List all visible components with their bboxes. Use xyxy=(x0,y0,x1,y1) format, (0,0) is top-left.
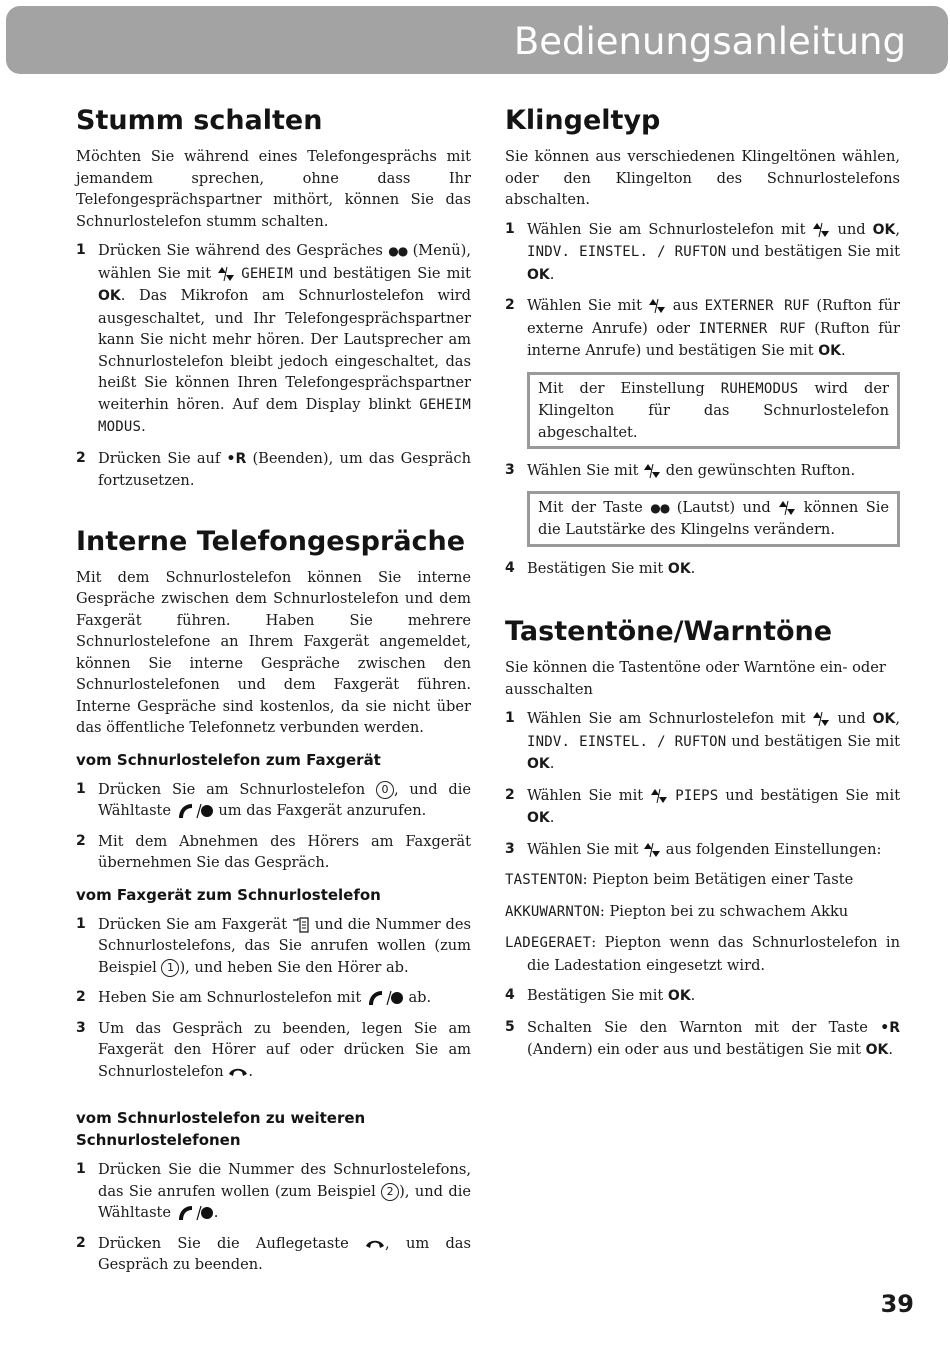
step-text: , um das Gespräch zu beenden. xyxy=(98,1234,471,1273)
ok-key: OK xyxy=(98,288,121,304)
tasten-step-2 xyxy=(505,785,900,830)
step-text: (Beenden), um das Gespräch fortzusetzen. xyxy=(98,449,471,489)
intern-sub2-step-2 xyxy=(76,987,471,1009)
display-text: RUHEMODUS xyxy=(720,380,799,397)
step-text: (Rufton für interne Anrufe) und bestätigen Sie mit xyxy=(527,319,901,359)
step-text: Drücken Sie am Schnurlostelefon xyxy=(98,780,366,798)
note-text: Mit der Taste xyxy=(538,498,643,516)
ok-key: OK xyxy=(527,266,550,283)
step-text: . xyxy=(549,265,555,283)
menu-key-icon: ●● xyxy=(388,244,408,258)
right-column xyxy=(505,100,900,1071)
note-text: Mit der Einstellung xyxy=(538,379,705,397)
setting-desc: : Piepton bei zu schwachem Akku xyxy=(599,902,849,920)
step-text: und bestätigen Sie mit xyxy=(725,786,901,804)
step-text: Bestätigen Sie mit xyxy=(527,559,664,577)
step-text: . xyxy=(690,987,696,1004)
setting-desc: : Piepton beim Betätigen einer Taste xyxy=(582,871,854,888)
step-text: Um das Gespräch zu beenden, legen Sie am Faxgerät den Hörer auf oder drücken Sie am Schnurlostelefon xyxy=(98,1019,471,1080)
step-number: 2 xyxy=(76,989,86,1005)
display-text: EXTERNER RUF xyxy=(704,298,810,314)
ok-key: OK xyxy=(667,560,691,577)
step-number: 4 xyxy=(505,987,515,1003)
header-title: Bedienungsanleitung xyxy=(513,20,906,63)
section-title-stumm: Stumm schalten xyxy=(76,105,323,136)
tasten-step-1 xyxy=(505,708,900,776)
step-text: . Das Mikrofon am Schnurlostelefon wird ausgeschaltet, und Ihr Telefongesprächspartner kann Sie nicht mehr hören. Der Lautsprecher am Schnurlostelefon bleibt jedoch eingeschaltet, das heißt Sie können Ihren Telefongesprächspartner weiterhin hören. Auf dem Display blinkt xyxy=(98,287,471,413)
menu-key-icon: ●● xyxy=(650,500,670,515)
klingel-step-1 xyxy=(505,219,900,287)
step-text: Wählen Sie am Schnurlostelefon mit xyxy=(527,220,806,238)
step-text: und xyxy=(837,710,866,727)
step-text: . xyxy=(141,418,146,435)
section-title-intern: Interne Telefongespräche xyxy=(76,525,466,557)
ok-key: OK xyxy=(865,1042,889,1058)
r-key: •R xyxy=(226,450,247,467)
intercom-key-icon xyxy=(292,916,310,934)
display-text: LADEGERAET xyxy=(505,935,592,951)
ok-key: OK xyxy=(872,221,896,238)
step-text: ), und die Wähltaste xyxy=(98,1182,471,1221)
intern-sub3-step-2 xyxy=(76,1233,471,1276)
step-text: den gewünschten Rufton. xyxy=(665,462,856,479)
step-text: . xyxy=(690,559,696,577)
klingel-step-4 xyxy=(505,558,900,581)
step-text: . xyxy=(888,1041,893,1058)
stumm-step-2 xyxy=(76,448,471,492)
nav-up-down-icon xyxy=(643,842,661,858)
subsection-title: vom Faxgerät zum Schnurlostelefon xyxy=(76,885,381,904)
hang-up-icon xyxy=(365,1237,385,1251)
step-text: Drücken Sie während des Gespräches xyxy=(98,242,383,259)
nav-up-down-icon xyxy=(648,298,666,314)
display-text: PIEPS xyxy=(675,787,719,804)
intern-sub2-step-3 xyxy=(76,1018,471,1083)
step-number: 1 xyxy=(76,915,86,932)
display-text: AKKUWARNTON xyxy=(505,903,600,920)
step-text: Schalten Sie den Warnton mit der Taste xyxy=(527,1018,868,1036)
display-text: INTERNER RUF xyxy=(698,320,806,337)
setting-desc: : Piepton wenn das Schnurlostelefon in die Ladestation eingesetzt wird. xyxy=(527,934,900,974)
step-number: 2 xyxy=(76,832,86,849)
step-number: 5 xyxy=(505,1018,515,1035)
subsection-title: vom Schnurlostelefon zum Faxgerät xyxy=(76,750,381,769)
tasten-step-4 xyxy=(505,985,900,1008)
step-text: . xyxy=(549,755,555,772)
step-text: Wählen Sie mit xyxy=(527,840,639,858)
step-number: 2 xyxy=(76,449,86,466)
note-text: können Sie die Lautstärke des Klingelns verändern. xyxy=(538,498,890,538)
step-number: 1 xyxy=(76,780,86,797)
step-number: 3 xyxy=(76,1019,86,1036)
setting-item xyxy=(505,932,900,976)
step-text: Heben Sie am Schnurlostelefon mit xyxy=(98,989,362,1006)
step-text: aus xyxy=(672,297,699,314)
dial-key-icon xyxy=(366,989,404,1007)
step-text: . xyxy=(213,1204,219,1221)
ok-key: OK xyxy=(527,810,550,826)
intern-sub3-step-1 xyxy=(76,1159,471,1224)
step-text: Wählen Sie mit xyxy=(527,786,644,804)
step-text: Drücken Sie auf xyxy=(98,449,221,467)
step-text: ab. xyxy=(408,989,432,1006)
step-text: (Andern) ein oder aus und bestätigen Sie mit xyxy=(527,1041,861,1058)
step-text: (Rufton für externe Anrufe) oder xyxy=(527,297,901,337)
intern-sub2-step-1 xyxy=(76,914,471,979)
note-box-lautstaerke xyxy=(527,491,900,547)
tasten-step-3 xyxy=(505,839,900,861)
note-text: wird der Klingelton für das Schnurlostelefon abgeschaltet. xyxy=(538,379,889,441)
section-title-tasten: Tastentöne/Warntöne xyxy=(505,616,833,647)
step-text: . xyxy=(549,809,555,826)
step-text: Drücken Sie die Auflegetaste xyxy=(98,1234,349,1252)
step-text: . xyxy=(840,342,846,359)
step-text: . xyxy=(248,1062,253,1080)
step-text: , und die Wähltaste xyxy=(98,780,471,819)
dial-key-icon xyxy=(176,1204,214,1222)
nav-up-down-icon xyxy=(643,463,661,479)
step-text: Mit dem Abnehmen des Hörers am Faxgerät übernehmen Sie das Gespräch. xyxy=(98,832,471,871)
step-text: Drücken Sie am Faxgerät xyxy=(98,915,288,933)
display-text: GEHEIM xyxy=(241,265,293,282)
klingel-step-2 xyxy=(505,295,900,363)
subsection-title: vom Schnurlostelefon zu weiteren Schnurlostelefonen xyxy=(76,1109,366,1149)
step-number: 1 xyxy=(505,710,515,726)
intern-intro: Mit dem Schnurlostelefon können Sie interne Gespräche zwischen dem Schnurlostelefon und dem Faxgerät führen. Haben Sie mehrere Schnurlostelefone an Ihrem Faxgerät angemeldet, können Sie interne Gespräche zwischen den Schnurlostelefonen und dem Faxgerät führen. Interne Gespräche sind kostenlos, da sie nicht über das öffentliche Telefonnetz verbunden werden. xyxy=(76,568,471,736)
step-number: 3 xyxy=(505,462,515,478)
note-text: (Lautst) und xyxy=(676,498,771,516)
nav-up-down-icon xyxy=(812,222,830,238)
display-text: GEHEIM MODUS xyxy=(98,396,471,435)
nav-up-down-icon xyxy=(650,788,668,804)
step-number: 2 xyxy=(76,1234,86,1251)
step-text: Wählen Sie am Schnurlostelefon mit xyxy=(527,710,806,727)
step-text: und bestätigen Sie mit xyxy=(299,264,471,282)
step-text: Wählen Sie mit xyxy=(527,297,642,314)
step-text: Drücken Sie die Nummer des Schnurlostelefons, das Sie anrufen wollen (zum Beispiel xyxy=(98,1161,471,1200)
tasten-step-5 xyxy=(505,1017,900,1062)
step-number: 2 xyxy=(505,786,515,803)
ok-key: OK xyxy=(872,711,896,727)
display-text: INDV. EINSTEL. / RUFTON xyxy=(527,733,727,750)
step-text: und bestätigen Sie mit xyxy=(731,243,901,260)
r-key: •R xyxy=(880,1019,900,1036)
step-text: und bestätigen Sie mit xyxy=(731,732,901,750)
step-text: und die Nummer des Schnurlostelefons, das Sie anrufen wollen (zum Beispiel xyxy=(98,915,471,976)
display-text: INDV. EINSTEL. / RUFTON xyxy=(527,244,727,260)
step-number: 3 xyxy=(505,840,515,857)
dial-key-icon xyxy=(176,802,214,820)
intern-sub1-step-1 xyxy=(76,779,471,822)
left-column xyxy=(76,100,471,1285)
setting-item xyxy=(505,869,900,892)
page-number: 39 xyxy=(880,1290,914,1318)
setting-item xyxy=(505,901,900,924)
step-text: Wählen Sie mit xyxy=(527,462,639,479)
ok-key: OK xyxy=(667,988,691,1004)
ok-key: OK xyxy=(527,756,550,772)
step-text: (Menü), wählen Sie mit xyxy=(98,242,472,282)
key-2-icon: 2 xyxy=(381,1183,399,1201)
klingel-step-3 xyxy=(505,460,900,482)
hang-up-icon xyxy=(228,1065,248,1079)
step-number: 2 xyxy=(505,297,515,313)
intern-sub1-step-2 xyxy=(76,831,471,874)
step-number: 1 xyxy=(76,1161,86,1177)
stumm-step-1 xyxy=(76,240,471,439)
header-bar xyxy=(6,6,948,74)
nav-up-down-icon xyxy=(217,266,235,282)
ok-key: OK xyxy=(818,343,841,359)
stumm-intro: Möchten Sie während eines Telefongesprächs mit jemandem sprechen, ohne dass Ihr Telefongesprächspartner mithört, können Sie das Schnurlostelefon stumm schalten. xyxy=(76,148,471,230)
display-text: TASTENTON xyxy=(505,872,583,888)
step-text: ), und heben Sie den Hörer ab. xyxy=(179,958,409,976)
step-text: und xyxy=(837,220,866,238)
klingel-intro: Sie können aus verschiedenen Klingeltönen wählen, oder den Klingelton des Schnurlostelefons abschalten. xyxy=(505,148,900,208)
key-1-icon: 1 xyxy=(161,959,179,977)
note-box-ruhemodus xyxy=(527,372,900,450)
nav-up-down-icon xyxy=(778,500,796,516)
tasten-intro: Sie können die Tastentöne oder Warntöne ein- oder ausschalten xyxy=(505,659,886,698)
step-number: 1 xyxy=(76,242,86,258)
step-text: , xyxy=(895,710,901,727)
step-number: 4 xyxy=(505,559,515,576)
step-number: 1 xyxy=(505,220,515,237)
step-text: , xyxy=(895,220,901,238)
nav-up-down-icon xyxy=(812,711,830,727)
step-text: um das Faxgerät anzurufen. xyxy=(218,802,427,819)
step-text: aus folgenden Einstellungen: xyxy=(665,840,882,858)
step-text: Bestätigen Sie mit xyxy=(527,987,664,1004)
section-title-klingel: Klingeltyp xyxy=(505,105,661,136)
key-0-icon: 0 xyxy=(376,781,394,799)
